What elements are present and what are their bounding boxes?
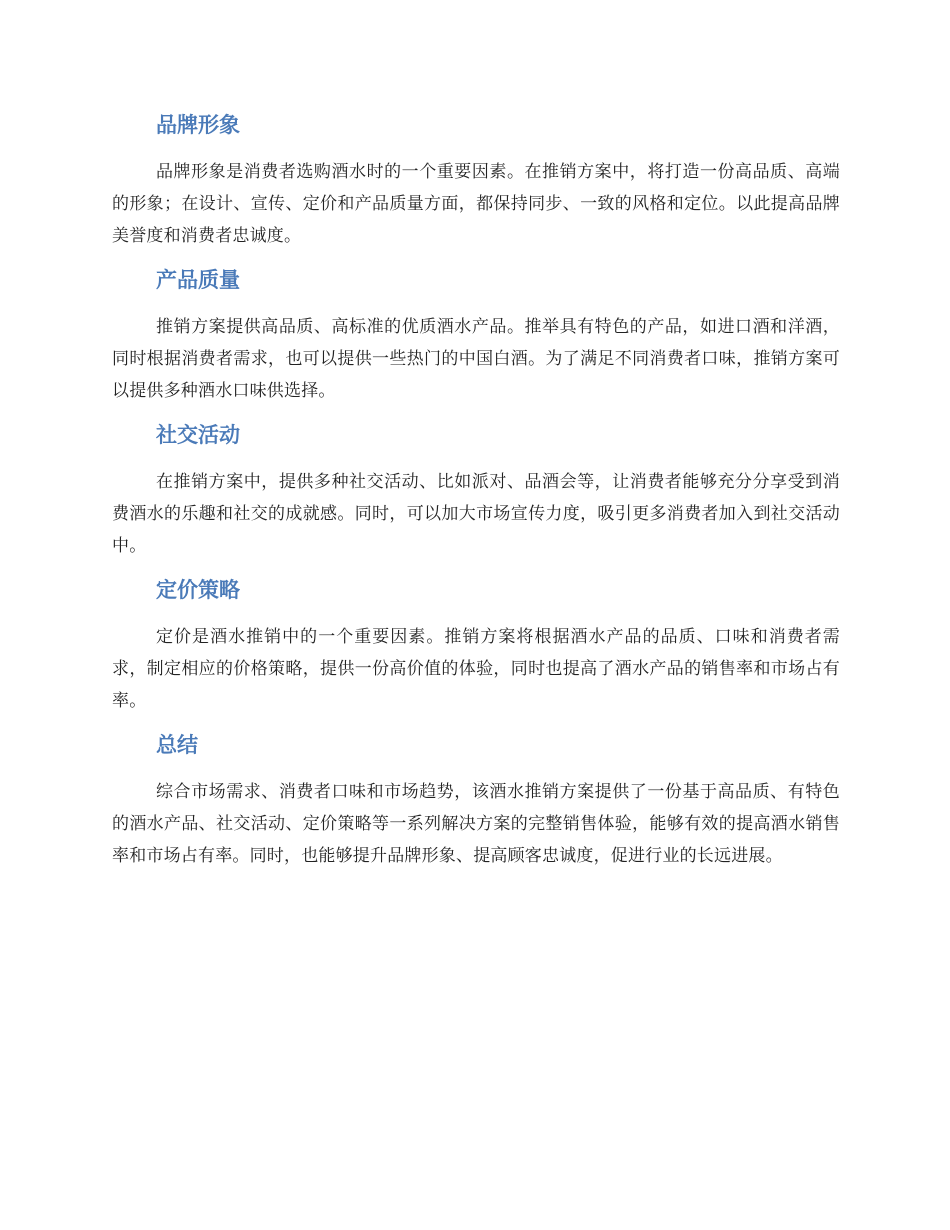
section-heading: 总结 (156, 733, 198, 757)
section-paragraph: 推销方案提供高品质、高标准的优质酒水产品。推举具有特色的产品，如进口酒和洋酒，同时根据消费者需求，也可以提供一些热门的中国白酒。为了满足不同消费者口味，推销方案可以提供多种酒水口味供选择。 (112, 317, 840, 401)
section-heading: 社交活动 (156, 423, 240, 447)
section-heading: 品牌形象 (156, 113, 240, 137)
section-product-quality (112, 263, 840, 407)
section-heading: 产品质量 (156, 268, 240, 292)
document-body (112, 108, 840, 872)
section-paragraph: 在推销方案中，提供多种社交活动、比如派对、品酒会等，让消费者能够充分分享受到消费酒水的乐趣和社交的成就感。同时，可以加大市场宣传力度，吸引更多消费者加入到社交活动中。 (112, 472, 840, 556)
section-pricing-strategy (112, 573, 840, 717)
section-brand-image (112, 108, 840, 252)
section-heading: 定价策略 (156, 578, 240, 602)
section-paragraph: 定价是酒水推销中的一个重要因素。推销方案将根据酒水产品的品质、口味和消费者需求，制定相应的价格策略，提供一份高价值的体验，同时也提高了酒水产品的销售率和市场占有率。 (112, 627, 840, 711)
section-summary (112, 728, 840, 872)
section-social-activities (112, 418, 840, 562)
section-paragraph: 品牌形象是消费者选购酒水时的一个重要因素。在推销方案中，将打造一份高品质、高端的形象；在设计、宣传、定价和产品质量方面，都保持同步、一致的风格和定位。以此提高品牌美誉度和消费者忠诚度。 (112, 162, 840, 246)
section-paragraph: 综合市场需求、消费者口味和市场趋势，该酒水推销方案提供了一份基于高品质、有特色的酒水产品、社交活动、定价策略等一系列解决方案的完整销售体验，能够有效的提高酒水销售率和市场占有率。同时，也能够提升品牌形象、提高顾客忠诚度，促进行业的长远进展。 (112, 782, 840, 866)
